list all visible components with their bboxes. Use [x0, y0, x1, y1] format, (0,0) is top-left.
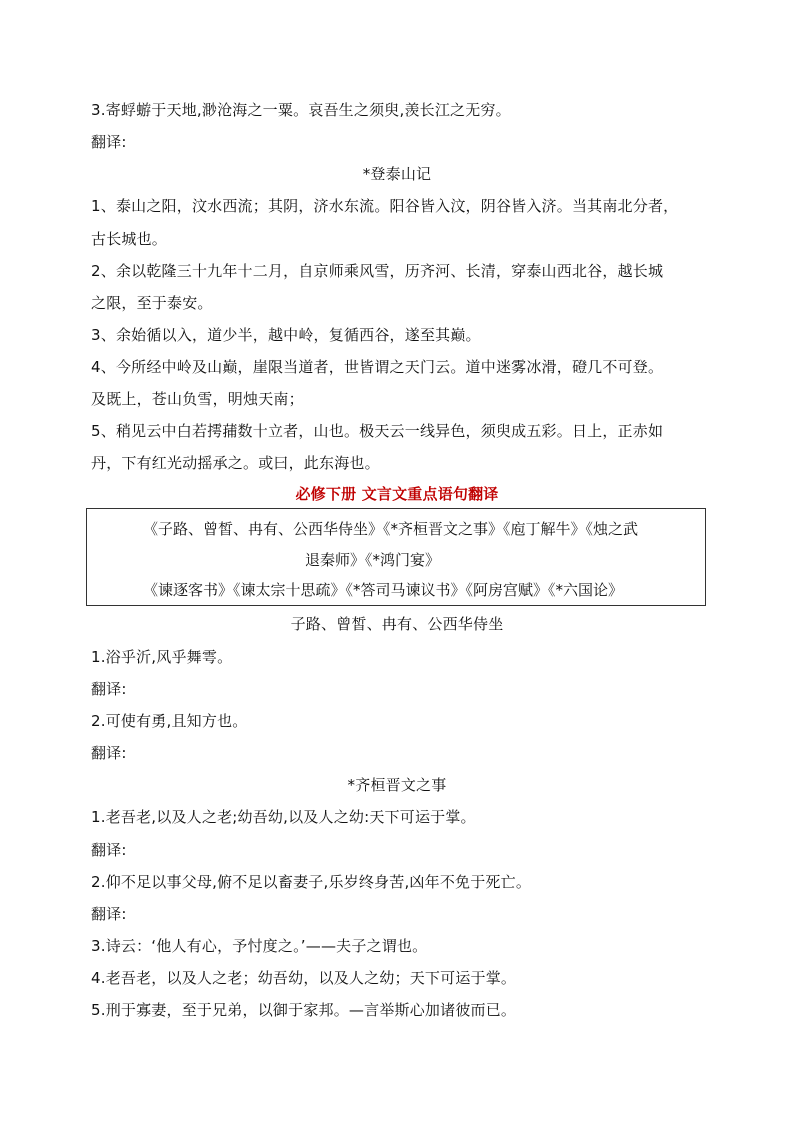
paragraph-line: 及既上，苍山负雪，明烛天南； — [91, 390, 304, 408]
translation-label: 翻译: — [91, 744, 127, 762]
question-line: 1.浴乎沂,风乎舞雩。 — [91, 648, 233, 666]
translation-label: 翻译: — [91, 905, 127, 923]
section-title-qihuan: *齐桓晋文之事 — [347, 776, 447, 794]
question-line: 2.仰不足以事父母,俯不足以畜妻子,乐岁终身苦,凶年不免于死亡。 — [91, 873, 532, 891]
paragraph-line: 之限，至于泰安。 — [91, 294, 213, 312]
question-line: 3.寄蜉蝣于天地,渺沧海之一粟。哀吾生之须臾,羡长江之无穷。 — [91, 101, 511, 119]
paragraph-line: 丹，下有红光动摇承之。或曰，此东海也。 — [91, 454, 380, 472]
translation-label: 翻译: — [91, 841, 127, 859]
paragraph-line: 1、泰山之阳，汶水西流；其阴，济水东流。阳谷皆入汶，阴谷皆入济。当其南北分者， — [91, 197, 679, 215]
question-line: 1.老吾老,以及人之老;幼吾幼,以及人之幼:天下可运于掌。 — [91, 808, 476, 826]
section-title-zilu: 子路、曾皙、冉有、公西华侍坐 — [290, 615, 504, 633]
translation-label: 翻译: — [91, 680, 127, 698]
question-line: 5.刑于寡妻，至于兄弟，以御于家邦。—言举斯心加诸彼而已。 — [91, 1001, 517, 1019]
paragraph-line: 4、今所经中岭及山巅，崖限当道者，世皆谓之天门云。道中迷雾冰滑，磴几不可登。 — [91, 358, 664, 376]
section-heading: 必修下册 文言文重点语句翻译 — [295, 485, 499, 503]
contents-line: 《谏逐客书》《谏太宗十思疏》《*答司马谏议书》《阿房宫赋》《*六国论》 — [143, 581, 624, 599]
question-line: 4.老吾老，以及人之老；幼吾幼，以及人之幼；天下可运于掌。 — [91, 969, 517, 987]
paragraph-line: 3、余始循以入，道少半，越中岭，复循西谷，遂至其巅。 — [91, 326, 481, 344]
section-title-taishan: *登泰山记 — [362, 165, 432, 183]
paragraph-line: 2、余以乾隆三十九年十二月，自京师乘风雪，历齐河、长清，穿泰山西北谷，越长城 — [91, 262, 664, 280]
paragraph-line: 5、稍见云中白若摴蒱数十立者，山也。极天云一线异色，须臾成五彩。日上，正赤如 — [91, 422, 664, 440]
question-line: 3.诗云：‘他人有心，予忖度之。’——夫子之谓也。 — [91, 937, 428, 955]
translation-label: 翻译: — [91, 133, 127, 151]
contents-box — [86, 508, 706, 606]
question-line: 2.可使有勇,且知方也。 — [91, 712, 248, 730]
paragraph-line: 古长城也。 — [91, 230, 168, 248]
contents-line: 退秦师》《*鸿门宴》 — [305, 551, 441, 569]
contents-line: 《子路、曾皙、冉有、公西华侍坐》《*齐桓晋文之事》《庖丁解牛》《烛之武 — [143, 520, 639, 538]
